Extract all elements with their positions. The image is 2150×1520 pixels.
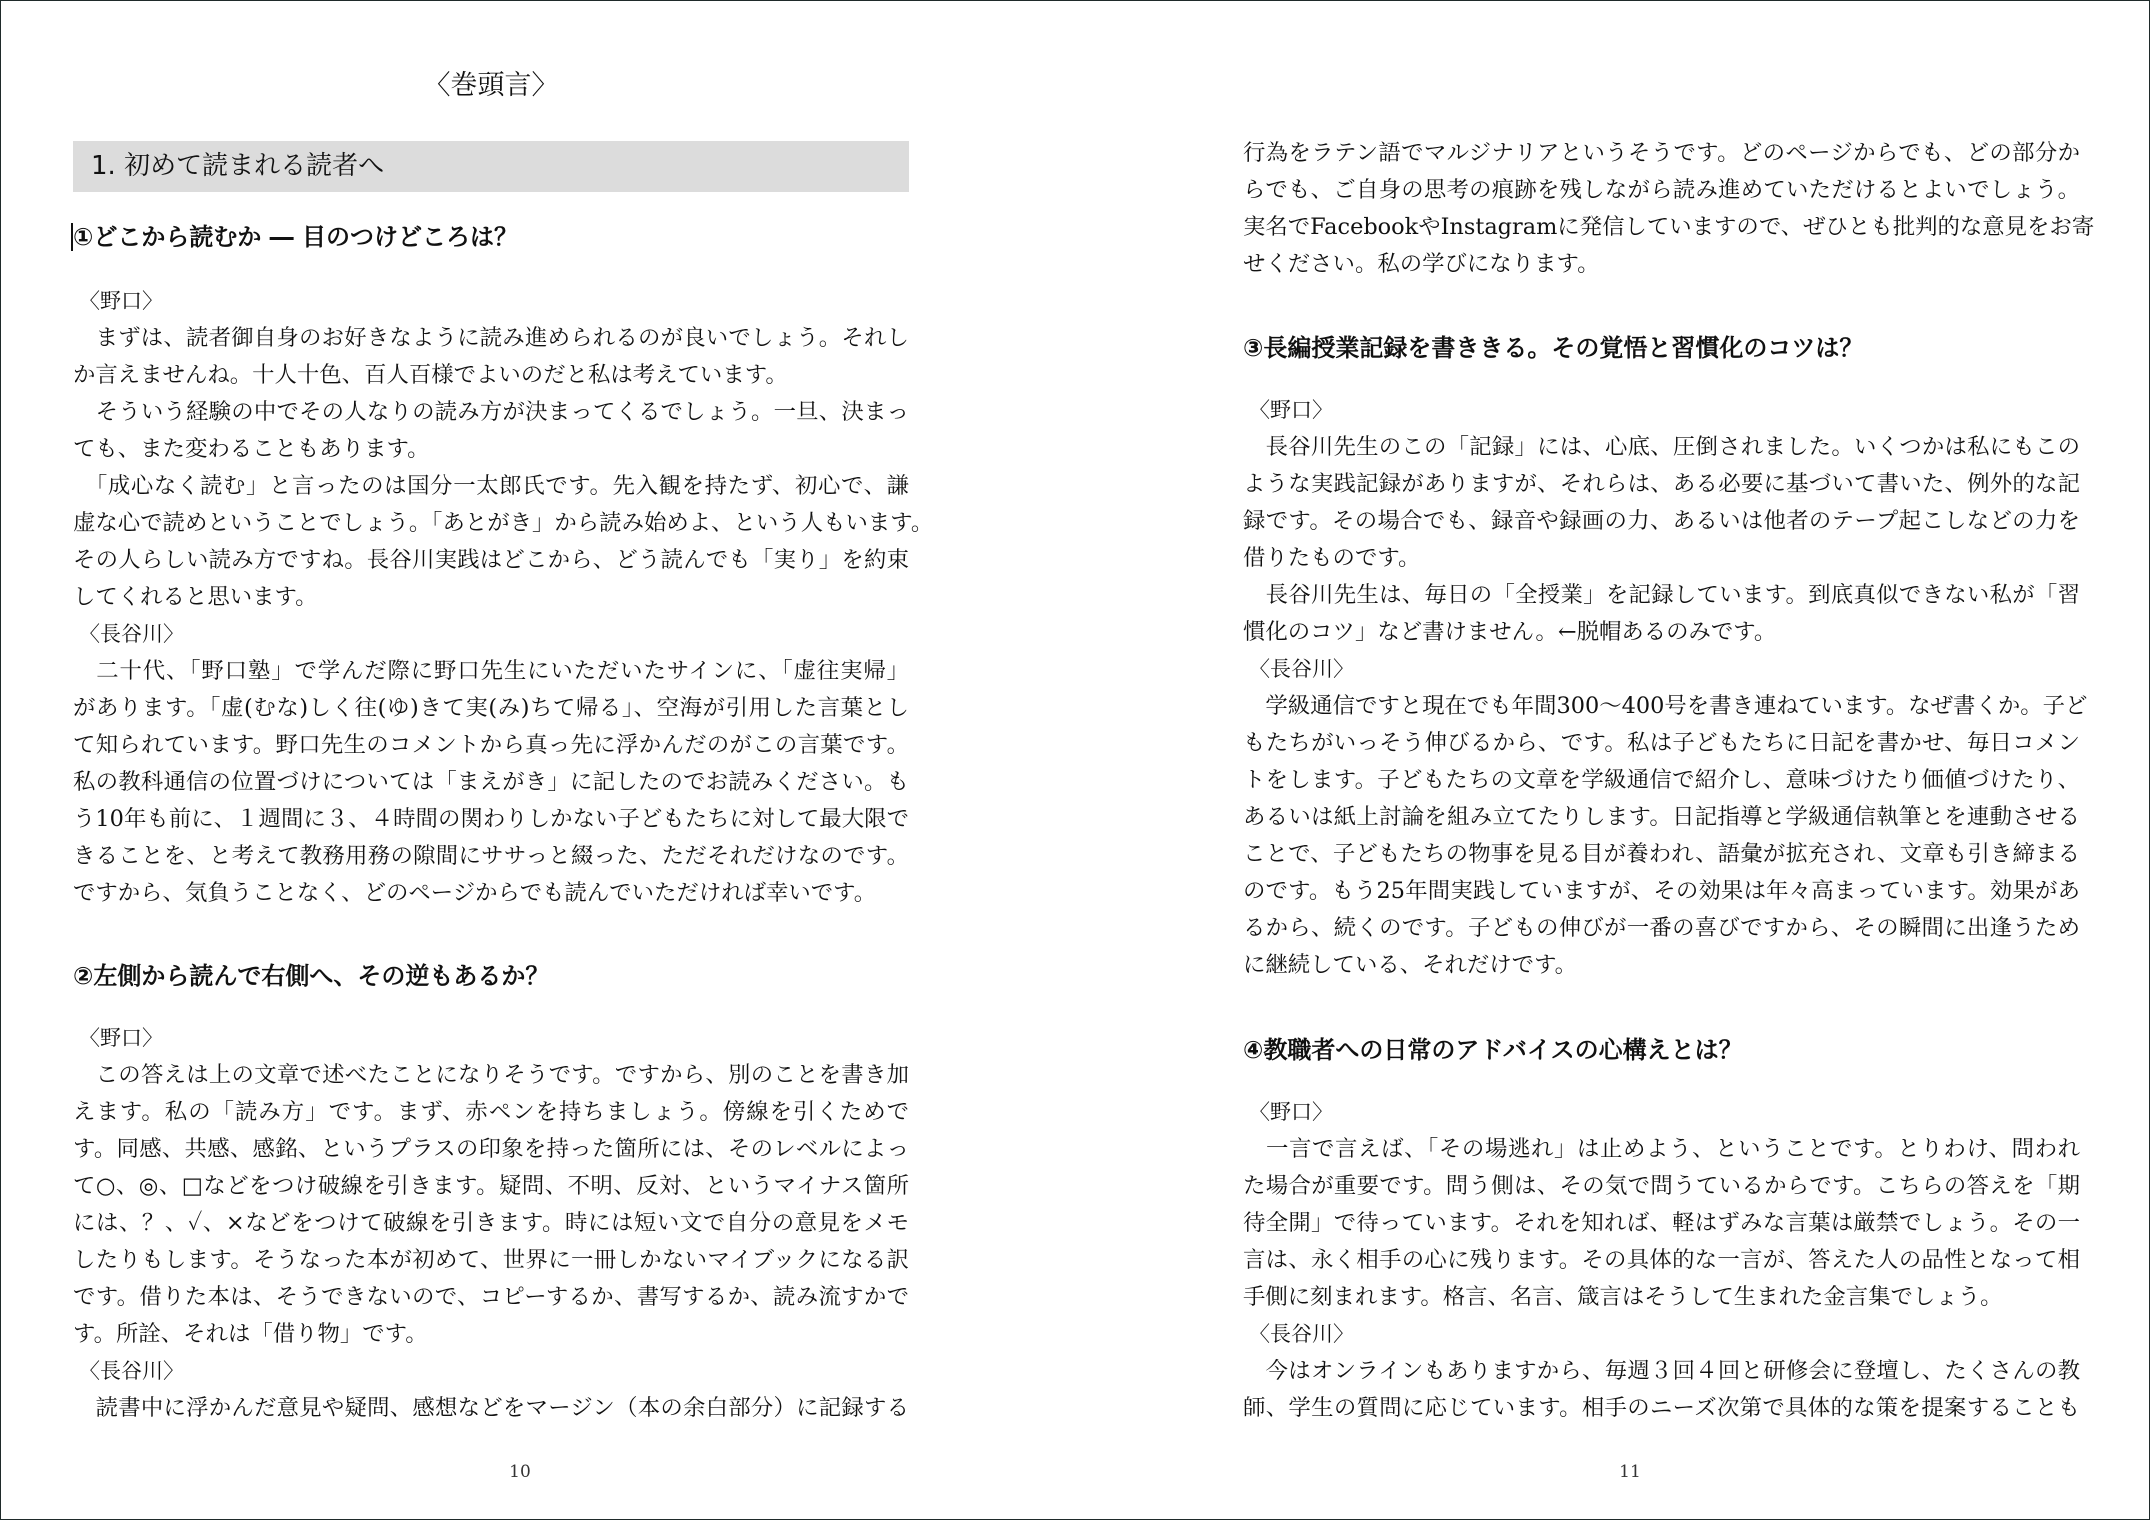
paragraph bbox=[1243, 429, 2080, 577]
speaker-label: 〈野口〉 bbox=[1249, 1100, 1333, 1124]
text-line: 読書中に浮かんだ意見や疑問、感想などをマージン（本の余白部分）に記録する bbox=[73, 1395, 909, 1421]
text-line: したりもします。そうなった本が初めて、世界に一冊しかないマイブックになる訳 bbox=[73, 1247, 909, 1273]
paragraph bbox=[73, 1390, 909, 1427]
answer-block bbox=[1243, 1094, 2080, 1427]
text-line: 待全開」で待っています。それを知れば、軽はずみな言葉は厳禁でしょう。その一 bbox=[1243, 1210, 2080, 1236]
text-line: ことで、子どもたちの物事を見る目が養われ、語彙が拡充され、文章も引き締まる bbox=[1243, 841, 2080, 867]
text-line: 今はオンラインもありますから、毎週３回４回と研修会に登壇し、たくさんの教 bbox=[1243, 1358, 2080, 1384]
speaker-label: 〈野口〉 bbox=[79, 1026, 163, 1050]
paragraph bbox=[1243, 688, 2088, 984]
left-page bbox=[73, 0, 934, 1520]
text-line: 実名でFacebookやInstagramに発信していますので、ぜひとも批判的な意見をお寄 bbox=[1243, 214, 2095, 240]
text-line: 私の教科通信の位置づけについては「まえがき」に記したのでお読みください。も bbox=[73, 769, 909, 795]
text-line: に継続している、それだけです。 bbox=[1243, 952, 1578, 978]
question-heading-4: ④教職者への日常のアドバイスの心構えとは？ bbox=[1243, 1036, 1743, 1064]
text-line: て○、◎、□などをつけ破線を引きます。疑問、不明、反対、というマイナス箇所 bbox=[73, 1173, 909, 1199]
answer-block bbox=[1243, 135, 2095, 283]
speaker-label: 〈長谷川〉 bbox=[1249, 1322, 1354, 1346]
text-line: らでも、ご自身の思考の痕跡を残しながら読み進めていただけるとよいでしょう。 bbox=[1243, 177, 2080, 203]
paragraph bbox=[1243, 135, 2095, 283]
text-line: 借りたものです。 bbox=[1243, 545, 1421, 571]
paragraph bbox=[73, 468, 934, 616]
text-line: す。同感、共感、感銘、というプラスの印象を持った箇所には、そのレベルによっ bbox=[73, 1136, 909, 1162]
text-line: ですから、気負うことなく、どのページからでも読んでいただければ幸いです。 bbox=[73, 880, 877, 906]
section-title: 1. 初めて読まれる読者へ bbox=[91, 151, 385, 181]
paragraph bbox=[73, 1057, 909, 1353]
text-line: その人らしい読み方ですね。長谷川実践はどこから、どう読んでも「実り」を約束 bbox=[73, 547, 909, 573]
right-page bbox=[1243, 0, 2095, 1520]
text-line: ても、また変わることもあります。 bbox=[73, 436, 430, 462]
text-line: 学級通信ですと現在でも年間300～400号を書き連ねています。なぜ書くか。子ど bbox=[1243, 693, 2088, 719]
text-line: 長谷川先生のこの「記録」には、心底、圧倒されました。いくつかは私にもこの bbox=[1243, 434, 2080, 460]
speaker-label: 〈野口〉 bbox=[1249, 398, 1333, 422]
text-line: 行為をラテン語でマルジナリアというそうです。どのページからでも、どの部分か bbox=[1243, 140, 2080, 166]
text-line: 一言で言えば、「その場逃れ」は止めよう、ということです。とりわけ、問われ bbox=[1243, 1136, 2080, 1162]
section-title-bar bbox=[73, 141, 909, 192]
paragraph bbox=[73, 394, 909, 468]
text-line: してくれると思います。 bbox=[73, 584, 318, 610]
text-line: ような実践記録がありますが、それらは、ある必要に基づいて書いた、例外的な記 bbox=[1243, 471, 2080, 497]
text-line: えます。私の「読み方」です。まず、赤ペンを持ちましょう。傍線を引くためで bbox=[73, 1099, 909, 1125]
text-line: 録です。その場合でも、録音や録画の力、あるいは他者のテープ起こしなどの力を bbox=[1243, 508, 2080, 534]
text-line: まずは、読者御自身のお好きなように読み進められるのが良いでしょう。それし bbox=[73, 325, 909, 351]
page-number-right: 11 bbox=[1619, 1462, 1641, 1482]
text-line: この答えは上の文章で述べたことになりそうです。ですから、別のことを書き加 bbox=[73, 1062, 909, 1088]
text-line: せください。私の学びになります。 bbox=[1243, 251, 1600, 277]
text-line: 慣化のコツ」など書けません。←脱帽あるのみです。 bbox=[1243, 619, 1777, 645]
text-line: か言えませんね。十人十色、百人百様でよいのだと私は考えています。 bbox=[73, 362, 788, 388]
text-line: るから、続くのです。子どもの伸びが一番の喜びですから、その瞬間に出逢うため bbox=[1243, 915, 2080, 941]
text-line: た場合が重要です。問う側は、その気で問うているからです。こちらの答えを「期 bbox=[1243, 1173, 2080, 1199]
question-heading-3: ③長編授業記録を書ききる。その覚悟と習慣化のコツは？ bbox=[1243, 334, 1864, 362]
paragraph bbox=[1243, 577, 2080, 651]
text-line: 師、学生の質問に応じています。相手のニーズ次第で具体的な策を提案することも bbox=[1243, 1395, 2080, 1421]
question-heading-2: ②左側から読んで右側へ、その逆もあるか？ bbox=[73, 962, 550, 990]
text-line: です。借りた本は、そうできないので、コピーするか、書写するか、読み流すかで bbox=[73, 1284, 909, 1310]
text-line: きることを、と考えて教務用務の隙間にササっと綴った、ただそれだけなのです。 bbox=[73, 843, 909, 869]
answer-block bbox=[1243, 392, 2088, 984]
speaker-label: 〈長谷川〉 bbox=[1249, 657, 1354, 681]
speaker-label: 〈長谷川〉 bbox=[79, 1359, 184, 1383]
question-heading-1: ①どこから読むか ― 目のつけどころは？ bbox=[73, 223, 519, 251]
chapter-title: 〈巻頭言〉 bbox=[423, 70, 559, 101]
text-line: 長谷川先生は、毎日の「全授業」を記録しています。到底真似できない私が「習 bbox=[1243, 582, 2080, 608]
text-line: のです。もう25年間実践していますが、その効果は年々高まっています。効果があ bbox=[1243, 878, 2080, 904]
text-line: があります。「虚(むな)しく往(ゆ)きて実(み)ちて帰る」、空海が引用した言葉とし bbox=[73, 695, 909, 721]
text-line: す。所詮、それは「借り物」です。 bbox=[73, 1321, 428, 1347]
speaker-label: 〈長谷川〉 bbox=[79, 622, 184, 646]
text-line: て知られています。野口先生のコメントから真っ先に浮かんだのがこの言葉です。 bbox=[73, 732, 909, 758]
answer-block bbox=[73, 283, 934, 912]
text-line: 手側に刻まれます。格言、名言、箴言はそうして生まれた金言集でしょう。 bbox=[1243, 1284, 2003, 1310]
text-line: う10年も前に、１週間に３、４時間の関わりしかない子どもたちに対して最大限で bbox=[73, 806, 909, 832]
text-line: トをします。子どもたちの文章を学級通信で紹介し、意味づけたり価値づけたり、 bbox=[1243, 767, 2080, 793]
text-line: 虚な心で読めということでしょう。「あとがき」から読み始めよ、という人もいます。 bbox=[73, 510, 934, 536]
paragraph bbox=[73, 653, 909, 912]
paragraph bbox=[1243, 1353, 2080, 1427]
text-line: には、？、✓、×などをつけて破線を引きます。時には短い文で自分の意見をメモ bbox=[73, 1210, 909, 1236]
paragraph bbox=[73, 320, 909, 394]
paragraph bbox=[1243, 1131, 2080, 1316]
text-line: 「成心なく読む」と言ったのは国分一太郎氏です。先入観を持たず、初心で、謙 bbox=[73, 473, 909, 499]
page-number-left: 10 bbox=[509, 1462, 531, 1482]
answer-block bbox=[73, 1020, 909, 1427]
text-line: 言は、永く相手の心に残ります。その具体的な一言が、答えた人の品性となって相 bbox=[1243, 1247, 2080, 1273]
text-line: そういう経験の中でその人なりの読み方が決まってくるでしょう。一旦、決まっ bbox=[73, 399, 909, 425]
text-line: 二十代、「野口塾」で学んだ際に野口先生にいただいたサインに、「虚往実帰」 bbox=[73, 658, 909, 684]
text-line: あるいは紙上討論を組み立てたりします。日記指導と学級通信執筆とを連動させる bbox=[1243, 804, 2080, 830]
text-line: もたちがいっそう伸びるから、です。私は子どもたちに日記を書かせ、毎日コメン bbox=[1243, 730, 2080, 756]
speaker-label: 〈野口〉 bbox=[79, 289, 163, 313]
